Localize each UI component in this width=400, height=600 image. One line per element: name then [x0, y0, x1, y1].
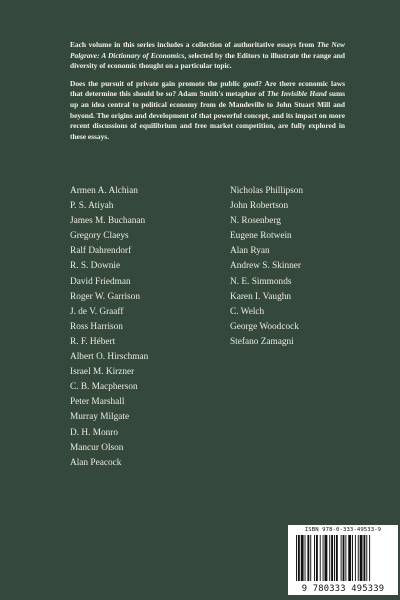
contributor-name: Stefano Zamagni — [230, 336, 294, 347]
contributor-name: George Woodcock — [230, 321, 299, 332]
contributor-name: Israel M. Kirzner — [70, 367, 135, 378]
blurb-text: sums up an idea central to political economy from de Mandeville to John Stuart Mill and beyond. The origins and development of that powerful concept, and its impact on more recent discussions of equilibrium and free market competition, are fully explored in these essays. — [70, 89, 345, 141]
contributor-name: Karen I. Vaughn — [230, 291, 292, 302]
contributor-name: Ralf Dahrendorf — [70, 246, 132, 257]
contributor-name: Mancur Olson — [70, 442, 124, 453]
book-title: The Invisible Hand — [266, 89, 327, 99]
contributor-name: Albert O. Hirschman — [70, 352, 149, 363]
isbn-label: ISBN 978-0-333-49533-9 — [304, 527, 382, 533]
contributor-name: C. Welch — [230, 306, 265, 317]
barcode-digits: 9 780333 495339 — [301, 584, 385, 594]
contributors-column-left — [70, 184, 148, 471]
contributor-name: Alan Peacock — [70, 457, 122, 468]
contributor-name: J. de V. Graaff — [70, 306, 124, 317]
contributor-name: R. S. Downie — [70, 261, 121, 272]
blurb-text: , selected by the Editors to illustrate the range and diversity of economic thought on a particular topic. — [70, 50, 345, 71]
contributor-name: Gregory Claeys — [70, 231, 129, 242]
contributor-name: David Friedman — [70, 276, 131, 287]
contributor-name: Eugene Rotwein — [230, 231, 292, 242]
contributor-name: Ross Harrison — [70, 321, 123, 332]
contributor-name: Armen A. Alchian — [70, 186, 138, 196]
contributor-name: Peter Marshall — [70, 397, 125, 408]
contributors-list — [0, 184, 400, 484]
contributor-name: Roger W. Garrison — [70, 291, 140, 302]
contributor-name: Alan Ryan — [230, 246, 270, 257]
contributor-name: Andrew S. Skinner — [230, 261, 302, 272]
contributor-name: James M. Buchanan — [70, 216, 146, 227]
barcode-bars — [296, 535, 394, 581]
blurb — [70, 40, 345, 149]
blurb-text: Each volume in this series includes a collection of authoritative essays from — [70, 40, 317, 49]
contributor-name: C. B. Macpherson — [70, 382, 138, 393]
contributors-column-right — [230, 184, 303, 350]
contributor-name: P. S. Atiyah — [70, 201, 114, 212]
book-title: The New Palgrave: A Dictionary of Economics — [70, 40, 345, 60]
contributor-name: D. H. Monro — [70, 427, 119, 438]
contributor-name: John Robertson — [230, 201, 289, 212]
contributor-name: N. Rosenberg — [230, 216, 281, 227]
blurb-paragraph-1 — [70, 40, 345, 72]
contributor-name: Nicholas Phillipson — [230, 186, 304, 196]
contributor-name: N. E. Simmonds — [230, 276, 292, 287]
contributor-name: Murray Milgate — [70, 412, 130, 423]
blurb-text: Does the pursuit of private gain promote the public good? Are there economic laws that determine this should be so? Adam Smith's metaphor of — [70, 78, 345, 99]
barcode — [288, 525, 398, 595]
contributor-name: R. F. Hébert — [70, 336, 116, 347]
blurb-paragraph-2 — [70, 79, 345, 143]
barcode-graphic — [296, 535, 394, 581]
